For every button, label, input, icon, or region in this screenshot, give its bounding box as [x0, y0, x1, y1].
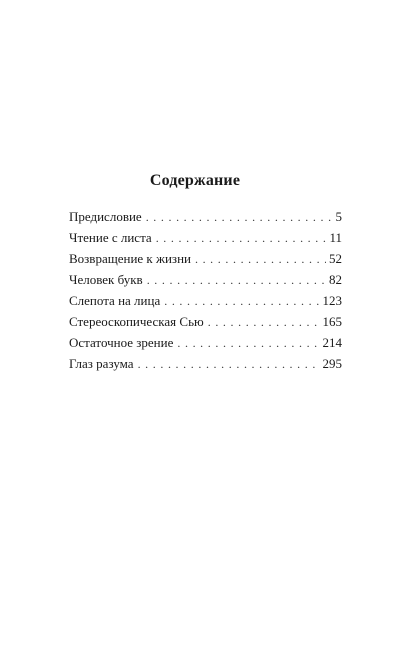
toc-dot-leader — [138, 354, 320, 375]
toc-dot-leader — [177, 333, 319, 354]
toc-page-number: 52 — [329, 251, 342, 266]
toc-dot-leader — [147, 270, 326, 291]
toc-page-number: 123 — [322, 293, 342, 308]
toc-dot-leader — [146, 207, 333, 228]
toc-entry — [69, 311, 342, 332]
toc-entry — [69, 206, 342, 227]
toc-entry-label: Чтение с листа — [69, 230, 152, 245]
toc-page-number: 82 — [329, 272, 342, 287]
toc-entry-label: Слепота на лица — [69, 293, 161, 308]
toc-page-number: 165 — [322, 314, 342, 329]
toc-entry-label: Стереоскопическая Сью — [69, 314, 204, 329]
toc-entry — [69, 290, 342, 311]
toc-entry — [69, 269, 342, 290]
toc-entry — [69, 248, 342, 269]
toc-entry — [69, 332, 342, 353]
toc-dot-leader — [164, 291, 319, 312]
toc-entry-label: Возвращение к жизни — [69, 251, 191, 266]
toc-page-number: 214 — [322, 335, 342, 350]
toc-entry — [69, 227, 342, 248]
toc-page-number: 11 — [329, 230, 342, 245]
toc-entry — [69, 353, 342, 374]
toc-entry-label: Глаз разума — [69, 356, 134, 371]
toc-dot-leader — [156, 228, 327, 249]
toc-page-number: 295 — [322, 356, 342, 371]
toc-dot-leader — [208, 312, 320, 333]
toc-title: Содержание — [149, 172, 241, 189]
toc-list — [69, 206, 342, 374]
toc-entry-label: Предисловие — [69, 209, 142, 224]
toc-page-number: 5 — [335, 209, 342, 224]
toc-dot-leader — [195, 249, 326, 270]
toc-entry-label: Остаточное зрение — [69, 335, 174, 350]
toc-entry-label: Человек букв — [69, 272, 143, 287]
